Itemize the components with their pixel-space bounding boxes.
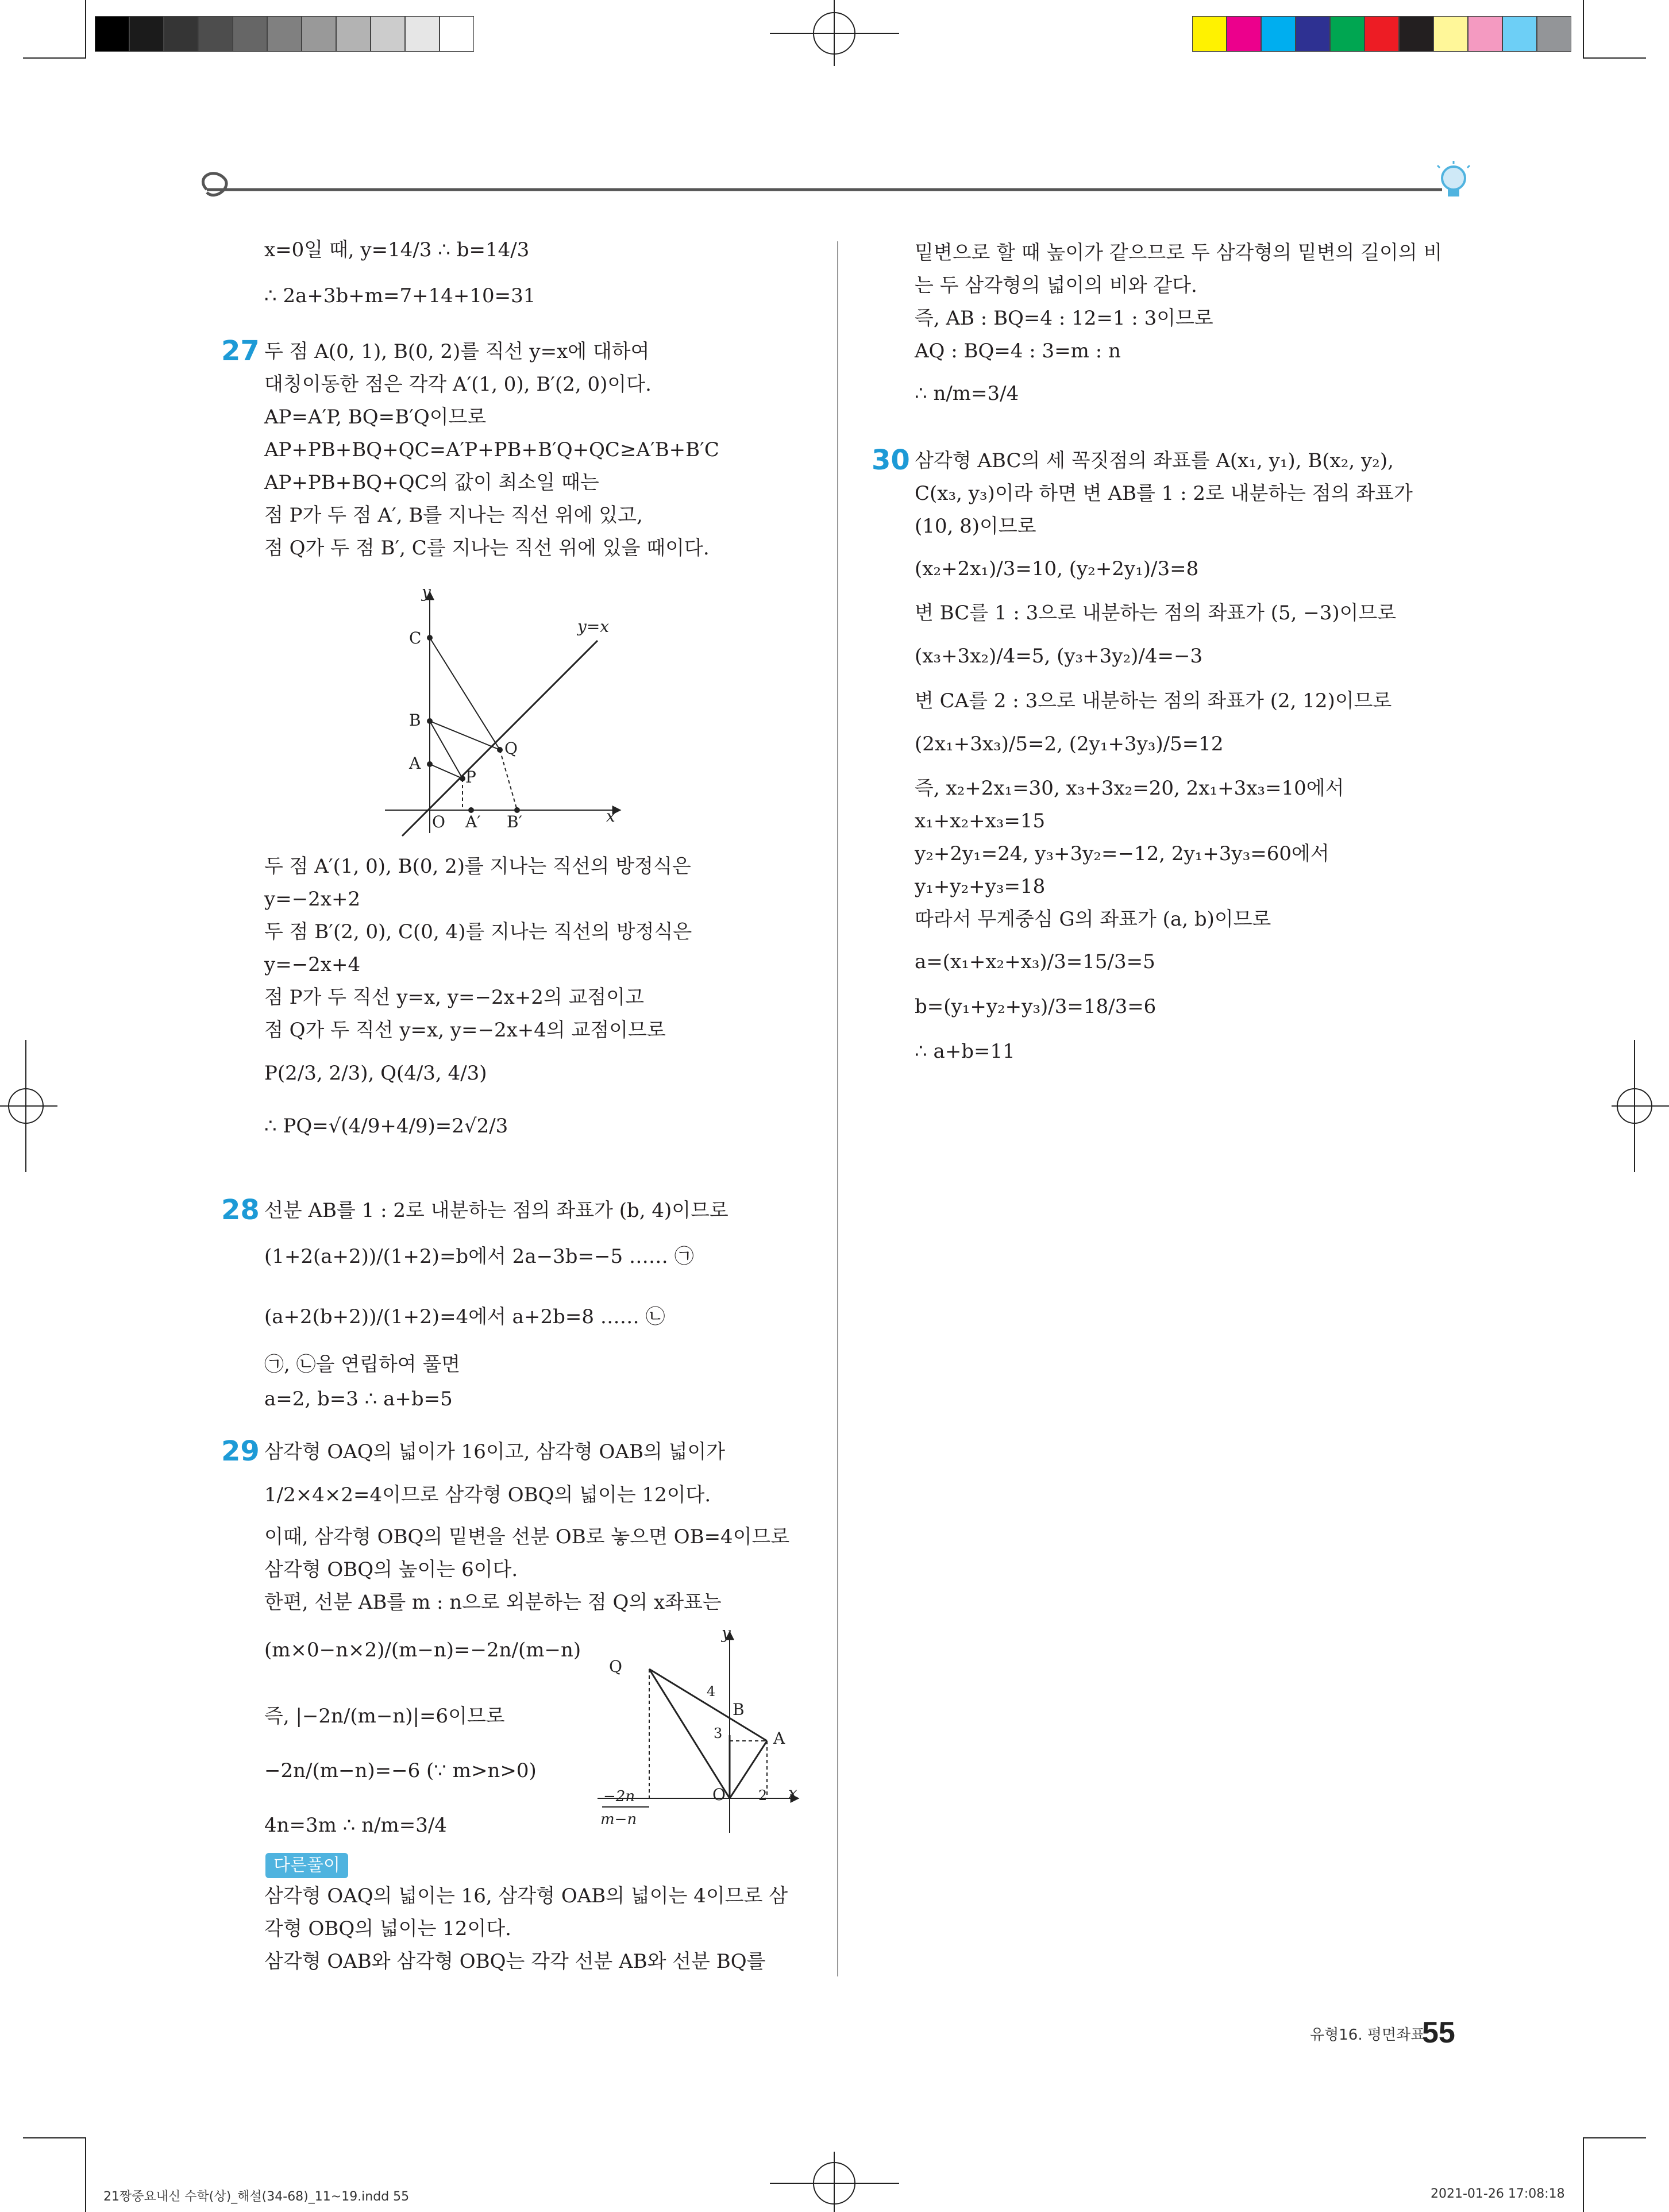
text-line: 두 점 A(0, 1), B(0, 2)를 직선 y=x에 대하여 bbox=[264, 340, 650, 363]
color-swatch bbox=[233, 16, 267, 52]
text-line: (10, 8)이므로 bbox=[915, 515, 1036, 538]
alt-solution-tag: 다른풀이 bbox=[265, 1853, 348, 1878]
text-line: (1+2(a+2))/(1+2)=b에서 2a−3b=−5 …… ㉠ bbox=[264, 1245, 694, 1268]
graph-line-label: y=x bbox=[577, 617, 610, 636]
color-swatch bbox=[164, 16, 198, 52]
text-line: ∴ 2a+3b+m=7+14+10=31 bbox=[264, 284, 536, 307]
text-line: AP=A′P, BQ=B′Q이므로 bbox=[264, 406, 487, 429]
graph-point-label: B′ bbox=[507, 812, 522, 831]
text-line: 밑변으로 할 때 높이가 같으므로 두 삼각형의 밑변의 길이의 비 bbox=[915, 241, 1443, 264]
text-line: ∴ PQ=√(4/9+4/9)=2√2/3 bbox=[264, 1115, 508, 1138]
graph-29 bbox=[592, 1626, 810, 1839]
text-line: (2x₁+3x₃)/5=2, (2y₁+3y₃)/5=12 bbox=[915, 733, 1224, 756]
text-line: 즉, x₂+2x₁=30, x₃+3x₂=20, 2x₁+3x₃=10에서 bbox=[915, 777, 1344, 800]
text-line: ∴ a+b=11 bbox=[915, 1040, 1015, 1063]
text-line: 삼각형 OAQ의 넓이가 16이고, 삼각형 OAB의 넓이가 bbox=[264, 1440, 726, 1463]
color-swatch bbox=[1227, 16, 1261, 52]
svg-text:x: x bbox=[788, 1783, 797, 1802]
text-line: 선분 AB를 1 : 2로 내분하는 점의 좌표가 (b, 4)이므로 bbox=[264, 1199, 728, 1222]
text-line: a=(x₁+x₂+x₃)/3=15/3=5 bbox=[915, 950, 1155, 973]
text-line: 변 BC를 1 : 3으로 내분하는 점의 좌표가 (5, −3)이므로 bbox=[915, 602, 1397, 625]
graph-axis-label: x bbox=[606, 807, 615, 826]
text-line: (a+2(b+2))/(1+2)=4에서 a+2b=8 …… ㉡ bbox=[264, 1305, 665, 1328]
color-swatch bbox=[95, 16, 129, 52]
text-line: 삼각형 OAQ의 넓이는 16, 삼각형 OAB의 넓이는 4이므로 삼 bbox=[264, 1885, 788, 1907]
text-line: 한편, 선분 AB를 m : n으로 외분하는 점 Q의 x좌표는 bbox=[264, 1591, 722, 1614]
text-line: AQ : BQ=4 : 3=m : n bbox=[915, 340, 1121, 363]
color-swatch bbox=[1502, 16, 1537, 52]
text-line: 이때, 삼각형 OBQ의 밑변을 선분 OB로 놓으면 OB=4이므로 bbox=[264, 1525, 790, 1548]
color-swatch bbox=[129, 16, 164, 52]
svg-text:B: B bbox=[733, 1700, 745, 1719]
text-line: (x₂+2x₁)/3=10, (y₂+2y₁)/3=8 bbox=[915, 557, 1199, 580]
text-line: 삼각형 OAB와 삼각형 OBQ는 각각 선분 AB와 선분 BQ를 bbox=[264, 1950, 766, 1973]
column-divider bbox=[837, 241, 838, 1976]
header-rule bbox=[190, 161, 1488, 213]
graph-point-label: A bbox=[409, 754, 421, 773]
text-line: 삼각형 OBQ의 높이는 6이다. bbox=[264, 1558, 518, 1581]
text-line: 두 점 A′(1, 0), B(0, 2)를 지나는 직선의 방정식은 bbox=[264, 855, 691, 878]
text-line: y=−2x+2 bbox=[264, 888, 361, 911]
color-swatch bbox=[1399, 16, 1433, 52]
text-line: 즉, |−2n/(m−n)|=6이므로 bbox=[264, 1705, 505, 1728]
graph-point-label: O bbox=[432, 812, 445, 831]
color-swatch bbox=[371, 16, 405, 52]
problem-number: 28 bbox=[221, 1194, 260, 1226]
text-line: P(2/3, 2/3), Q(4/3, 4/3) bbox=[264, 1062, 487, 1085]
problem-number: 29 bbox=[221, 1435, 260, 1467]
graph-axis-label: y bbox=[422, 583, 431, 602]
color-swatch bbox=[1433, 16, 1468, 52]
text-line: ∴ n/m=3/4 bbox=[915, 382, 1019, 405]
text-line: y₁+y₂+y₃=18 bbox=[915, 875, 1046, 898]
color-swatch bbox=[302, 16, 336, 52]
text-line: 점 Q가 두 점 B′, C를 지나는 직선 위에 있을 때이다. bbox=[264, 537, 710, 560]
text-line: C(x₃, y₃)이라 하면 변 AB를 1 : 2로 내분하는 점의 좌표가 bbox=[915, 482, 1413, 505]
svg-text:y: y bbox=[722, 1626, 731, 1643]
text-line: 1/2×4×2=4이므로 삼각형 OBQ의 넓이는 12이다. bbox=[264, 1483, 711, 1506]
color-swatch bbox=[1192, 16, 1227, 52]
svg-text:4: 4 bbox=[707, 1683, 716, 1700]
text-line: 즉, AB : BQ=4 : 12=1 : 3이므로 bbox=[915, 307, 1213, 330]
section-label: 유형16. 평면좌표 bbox=[1310, 2026, 1425, 2044]
color-swatch bbox=[1468, 16, 1502, 52]
text-line: x=0일 때, y=14/3 ∴ b=14/3 bbox=[264, 238, 530, 261]
page-number: 55 bbox=[1422, 2016, 1455, 2049]
color-swatch bbox=[1330, 16, 1365, 52]
text-line: y=−2x+4 bbox=[264, 953, 361, 976]
text-line: y₂+2y₁=24, y₃+3y₂=−12, 2y₁+3y₃=60에서 bbox=[915, 842, 1329, 865]
graph-point-label: B bbox=[409, 711, 421, 730]
svg-text:2: 2 bbox=[758, 1787, 768, 1803]
graph-point-label: Q bbox=[504, 739, 518, 758]
text-line: AP+PB+BQ+QC=A′P+PB+B′Q+QC≥A′B+B′C bbox=[264, 438, 719, 461]
graph-27 bbox=[379, 580, 632, 839]
text-line: ㉠, ㉡을 연립하여 풀면 bbox=[264, 1353, 461, 1376]
text-line: AP+PB+BQ+QC의 값이 최소일 때는 bbox=[264, 471, 599, 494]
color-swatch bbox=[198, 16, 233, 52]
text-line: 각형 OBQ의 넓이는 12이다. bbox=[264, 1917, 511, 1940]
color-swatch bbox=[405, 16, 440, 52]
text-line: (x₃+3x₂)/4=5, (y₃+3y₂)/4=−3 bbox=[915, 645, 1203, 668]
text-line: 는 두 삼각형의 넓이의 비와 같다. bbox=[915, 274, 1197, 297]
color-swatch bbox=[1365, 16, 1399, 52]
text-line: 점 Q가 두 직선 y=x, y=−2x+4의 교점이므로 bbox=[264, 1019, 666, 1042]
text-line: 4n=3m ∴ n/m=3/4 bbox=[264, 1814, 447, 1837]
text-line: 점 P가 두 점 A′, B를 지나는 직선 위에 있고, bbox=[264, 504, 643, 527]
text-line: 두 점 B′(2, 0), C(0, 4)를 지나는 직선의 방정식은 bbox=[264, 920, 692, 943]
color-swatch bbox=[1296, 16, 1330, 52]
text-line: 삼각형 ABC의 세 꼭짓점의 좌표를 A(x₁, y₁), B(x₂, y₂), bbox=[915, 449, 1394, 472]
color-swatch bbox=[440, 16, 474, 52]
svg-text:Q: Q bbox=[609, 1657, 622, 1676]
color-swatch bbox=[1537, 16, 1571, 52]
text-line: x₁+x₂+x₃=15 bbox=[915, 810, 1046, 833]
svg-text:A: A bbox=[773, 1729, 785, 1748]
slug-filename: 21짱중요내신 수학(상)_해설(34-68)_11~19.indd 55 bbox=[103, 2190, 410, 2204]
svg-text:−2n: −2n bbox=[603, 1788, 635, 1805]
text-line: a=2, b=3 ∴ a+b=5 bbox=[264, 1388, 453, 1411]
graph-point-label: P bbox=[465, 768, 476, 787]
text-line: −2n/(m−n)=−6 (∵ m>n>0) bbox=[264, 1759, 537, 1782]
svg-text:O: O bbox=[712, 1785, 726, 1804]
color-swatch bbox=[336, 16, 371, 52]
text-line: (m×0−n×2)/(m−n)=−2n/(m−n) bbox=[264, 1639, 581, 1662]
text-line: 변 CA를 2 : 3으로 내분하는 점의 좌표가 (2, 12)이므로 bbox=[915, 689, 1392, 712]
problem-number: 30 bbox=[872, 444, 910, 476]
text-line: 따라서 무게중심 G의 좌표가 (a, b)이므로 bbox=[915, 908, 1271, 931]
svg-text:3: 3 bbox=[714, 1725, 723, 1741]
text-line: 대칭이동한 점은 각각 A′(1, 0), B′(2, 0)이다. bbox=[264, 373, 652, 396]
slug-date: 2021-01-26 17:08:18 bbox=[1431, 2187, 1565, 2201]
color-swatch bbox=[267, 16, 302, 52]
text-line: 점 P가 두 직선 y=x, y=−2x+2의 교점이고 bbox=[264, 986, 644, 1009]
problem-number: 27 bbox=[221, 335, 260, 367]
svg-text:m−n: m−n bbox=[600, 1811, 637, 1828]
text-line: b=(y₁+y₂+y₃)/3=18/3=6 bbox=[915, 995, 1157, 1018]
graph-point-label: C bbox=[409, 629, 422, 648]
lightbulb-icon bbox=[1437, 161, 1470, 196]
color-swatch bbox=[1261, 16, 1296, 52]
graph-point-label: A′ bbox=[465, 812, 481, 831]
